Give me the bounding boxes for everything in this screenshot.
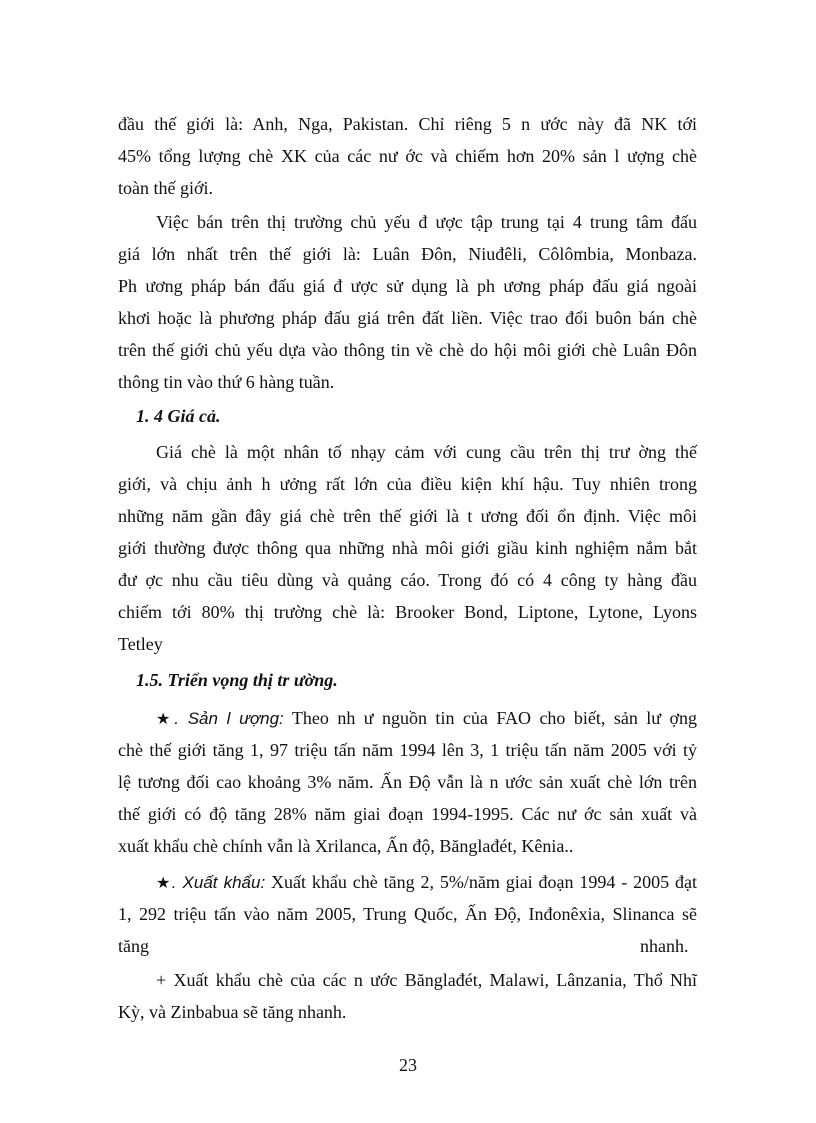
- text-line: Việc bán trên thị trường chủ yếu đ ược tập trung tại 4 trung tâm đấu: [156, 212, 697, 232]
- text-line: chè thế giới tăng 1, 97 triệu tấn năm 1994 lên 3, 1 triệu tấn năm 2005 với tỷ: [118, 740, 697, 760]
- text-line: Giá chè là một nhân tố nhạy cảm với cung cầu trên thị trư ờng thế: [156, 442, 697, 462]
- text-line: 1, 292 triệu tấn vào năm 2005, Trung Quốc, Ấn Độ, Inđonêxia, Slinanca sẽ: [118, 904, 697, 924]
- page-number: 23: [399, 1055, 417, 1075]
- star-bullet-icon: ★: [156, 875, 172, 892]
- text-line: [156, 870, 697, 896]
- text-line: đư ợc nhu cầu tiêu dùng và quảng cáo. Trong đó có 4 công ty hàng đầu: [118, 570, 697, 590]
- inline-label: . Sản l ượng:: [174, 709, 284, 728]
- text-line: toàn thế giới.: [118, 178, 214, 198]
- text-line: đầu thế giới là: Anh, Nga, Pakistan. Chỉ riêng 5 n ước này đã NK tới: [118, 114, 697, 134]
- text-line: xuất khẩu chè chính vẫn là Xrilanca, Ấn độ, Bănglađét, Kênia..: [118, 836, 574, 856]
- text-line: giới, và chịu ảnh h ưởng rất lớn của điều kiện khí hậu. Tuy nhiên trong: [118, 474, 697, 494]
- section-heading: 1.5. Triển vọng thị tr ường.: [136, 670, 338, 690]
- text-line: Tetley: [118, 634, 163, 654]
- text-span: Xuất khẩu chè tăng 2, 5%/năm giai đoạn 1994 - 2005 đạt: [265, 872, 697, 892]
- text-line: thông tin vào thứ 6 hàng tuần.: [118, 372, 335, 392]
- text-line: lệ tương đối cao khoảng 3% năm. Ấn Độ vẫn là n ước sản xuất chè lớn trên: [118, 772, 697, 792]
- text-line: trên thế giới chủ yếu dựa vào thông tin về chè do hội môi giới chè Luân Đôn: [118, 340, 697, 360]
- section-heading: 1. 4 Giá cả.: [136, 406, 221, 426]
- text-line: Ph ương pháp bán đấu giá đ ược sử dụng là ph ương pháp đấu giá ngoài: [118, 276, 697, 296]
- text-line: giới thường được thông qua những nhà môi giới giầu kinh nghiệm nắm bắt: [118, 538, 697, 558]
- text-line: những năm gần đây giá chè trên thế giới là t ương đối ổn định. Việc môi: [118, 506, 697, 526]
- text-line: chiếm tới 80% thị trường chè là: Brooker Bond, Liptone, Lytone, Lyons: [118, 602, 697, 622]
- text-line: + Xuất khẩu chè của các n ước Bănglađét, Malawi, Lânzania, Thổ Nhĩ: [156, 970, 697, 990]
- text-line: khơi hoặc là phương pháp đấu giá trên đất liền. Việc trao đổi buôn bán chè: [118, 308, 697, 328]
- text-line: giá lớn nhất trên thế giới là: Luân Đôn, Niuđêli, Côlômbia, Monbaza.: [118, 244, 697, 264]
- text-span: Theo nh ư nguồn tin của FAO cho biết, sản lư ợng: [283, 708, 697, 728]
- text-line: Kỳ, và Zinbabua sẽ tăng nhanh.: [118, 1002, 347, 1022]
- inline-label: . Xuất khẩu:: [171, 873, 266, 892]
- text-line: nhanh.: [640, 936, 689, 956]
- text-line: tăng: [118, 936, 149, 956]
- text-line: thế giới có độ tăng 28% năm giai đoạn 1994-1995. Các nư ớc sản xuất và: [118, 804, 697, 824]
- star-bullet-icon: ★: [156, 711, 175, 728]
- text-line: 45% tổng lượng chè XK của các nư ớc và chiếm hơn 20% sản l ượng chè: [118, 146, 697, 166]
- text-line: [156, 706, 697, 732]
